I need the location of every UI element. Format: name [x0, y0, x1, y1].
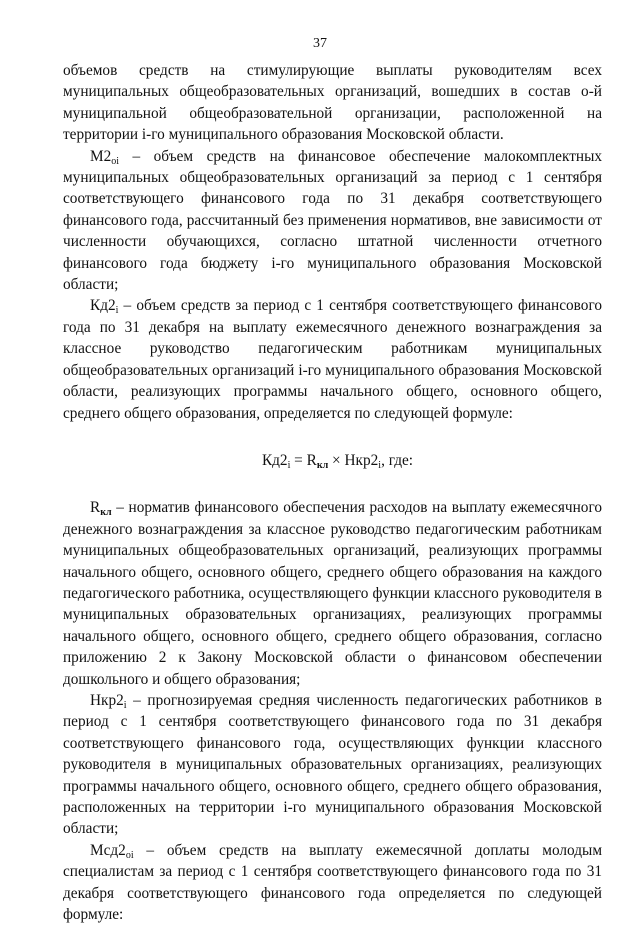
- formula-rhs-subscript: i: [378, 459, 382, 471]
- term-symbol: Нкр2: [90, 691, 124, 709]
- term-subscript: i: [123, 699, 127, 711]
- paragraph-nkr2i: [63, 690, 602, 840]
- paragraph-rkl: [63, 497, 602, 690]
- paragraph-m2oi: [63, 146, 602, 296]
- paragraph-text: – норматив финансового обеспечения расходов на выплату ежемесячного денежного вознаграждения за классное руководство педагогическим работникам муниципальных общеобразовательных организаций, реализующих программы начального общего, основного общего, среднего общего образования на каждого педагогического работника, осуществляющего функции классного руководителя в муниципальных образовательных организациях, реализующих программы начального общего, основного общего, среднего общего образования, согласно приложению 2 к Закону Московской области о финансовом обеспечении дошкольного и общего образования;: [63, 499, 602, 688]
- formula-r-subscript: кл: [316, 459, 329, 471]
- formula-mid: × Нкр2: [328, 451, 379, 469]
- formula-eq: = R: [290, 451, 317, 469]
- paragraph-continuation: [63, 60, 602, 146]
- term-subscript: oi: [125, 849, 134, 861]
- term-symbol: R: [90, 499, 101, 517]
- term-subscript: кл: [100, 507, 112, 519]
- paragraph-text: объемов средств на стимулирующие выплаты руководителям всех муниципальных общеобразовательных организаций, вошедших в состав о-й муниципальной общеобразовательной организации, расположенной на территории i-го муниципального образования Московской области.: [63, 62, 602, 144]
- paragraph-msd2oi: [63, 840, 602, 925]
- formula-kd2i: [63, 450, 602, 471]
- paragraph-text: – объем средств на финансовое обеспечение малокомплектных муниципальных общеобразовательных организаций за период с 1 сентября соответствующего финансового года по 31 декабря соответствующего финансового года, рассчитанный без применения нормативов, вне зависимости от численности обучающихся, согласно штатной численности отчетного финансового года бюджету i-го муниципального образования Московской области;: [63, 147, 602, 294]
- term-symbol: М2: [90, 147, 112, 165]
- term-symbol: Кд2: [90, 297, 116, 315]
- paragraph-text: – объем средств за период с 1 сентября соответствующего финансового года по 31 декабря на выплату ежемесячного денежного вознаграждения за классное руководство педагогическим работникам муниципальных общеобразовательных организаций i-го муниципального образования Московской области, реализующих программы начального общего, основного общего, среднего общего образования, определяется по следующей формуле:: [63, 297, 602, 422]
- term-subscript: oi: [111, 155, 120, 167]
- term-symbol: Мсд2: [90, 841, 126, 859]
- term-subscript: i: [115, 305, 119, 317]
- formula-tail: , где:: [381, 451, 414, 469]
- paragraph-text: – прогнозируемая средняя численность педагогических работников в период с 1 сентября соответствующего финансового года по 31 декабря соответствующего финансового года, осуществляющих функции классного руководителя в муниципальных образовательных организациях, реализующих программы начального общего, основного общего, среднего общего образования, расположенных на территории i-го муниципального образования Московской области;: [63, 691, 602, 838]
- formula-lhs: Кд2: [261, 451, 288, 469]
- page-number: 37: [313, 36, 327, 51]
- paragraph-kd2i: [63, 295, 602, 423]
- formula-lhs-subscript: i: [287, 459, 291, 471]
- paragraph-text: – объем средств на выплату ежемесячной доплаты молодым специалистам за период с 1 сентября соответствующего финансового года по 31 декабря соответствующего финансового года определяется по следующей формуле:: [63, 841, 602, 924]
